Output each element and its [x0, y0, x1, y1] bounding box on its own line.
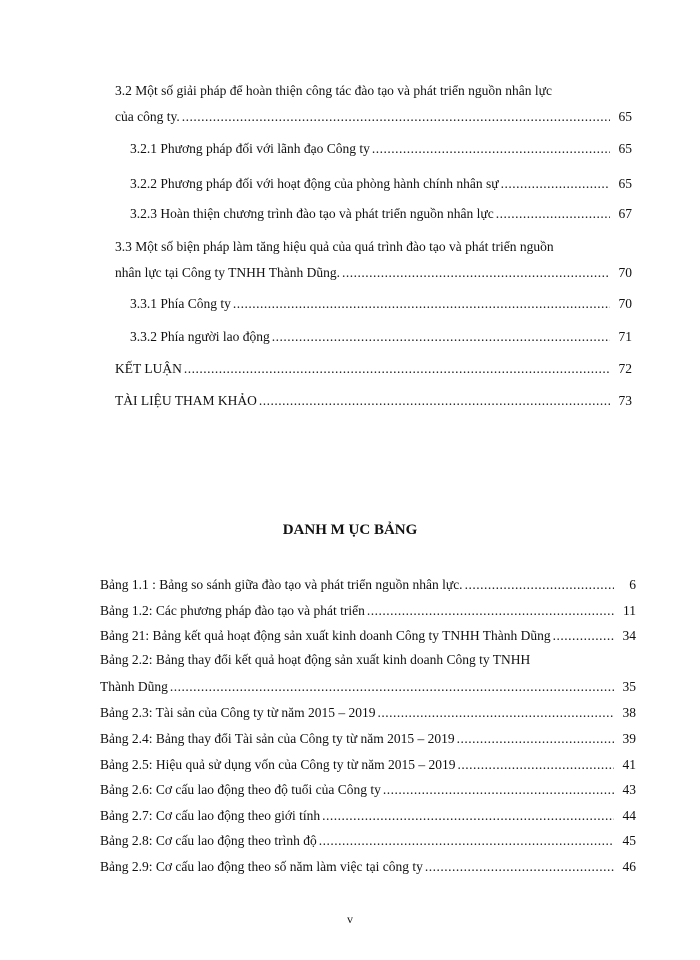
- table-list-entry-title: Bảng 2.4: Bảng thay đổi Tài sản của Công ty từ năm 2015 – 2019: [100, 731, 455, 746]
- toc-entry-title: 3.2.1 Phương pháp đối với lãnh đạo Công ty: [130, 141, 370, 156]
- table-list-entry[interactable]: [100, 730, 636, 748]
- table-list-entry-page: 41: [622, 757, 636, 772]
- entry-first-line: 3.3 Một số biện pháp làm tăng hiệu quả của quá trình đào tạo và phát triển nguồn: [115, 239, 554, 254]
- toc-entry[interactable]: [115, 264, 632, 282]
- dot-leader: [272, 328, 610, 346]
- table-list-entry-title: Bảng 2.5: Hiệu quả sử dụng vốn của Công ty từ năm 2015 – 2019: [100, 757, 456, 772]
- entry-first-line: 3.2 Một số giải pháp để hoàn thiện công tác đào tạo và phát triển nguồn nhân lực: [115, 83, 552, 98]
- table-list-entry[interactable]: [100, 807, 636, 825]
- table-list-entry-title: Bảng 1.1 : Bảng so sánh giữa đào tạo và phát triển nguồn nhân lực.: [100, 577, 463, 592]
- toc-entry-title: 3.2.3 Hoàn thiện chương trình đào tạo và phát triển nguồn nhân lực: [130, 206, 494, 221]
- dot-leader: [184, 360, 610, 378]
- toc-entry-title: 3.3.1 Phía Công ty: [130, 296, 231, 311]
- table-list-entry-title: Bảng 2.7: Cơ cấu lao động theo giới tính: [100, 808, 321, 823]
- toc-entry[interactable]: [130, 175, 632, 193]
- toc-entry-page: 70: [618, 265, 632, 280]
- table-list-entry-page: 35: [622, 679, 636, 694]
- dot-leader: [553, 627, 614, 645]
- table-list-entry-page: 45: [622, 833, 636, 848]
- dot-leader: [367, 602, 614, 620]
- table-list-entry[interactable]: [100, 704, 636, 722]
- table-list-entry-title: Bảng 2.9: Cơ cấu lao động theo số năm làm việc tại công ty: [100, 859, 423, 874]
- toc-entry-title: của công ty.: [115, 109, 180, 124]
- entry-first-line: Bảng 2.2: Bảng thay đổi kết quả hoạt động sản xuất kinh doanh Công ty TNHH: [100, 652, 531, 667]
- table-list-entry[interactable]: [100, 756, 636, 774]
- toc-entry[interactable]: [130, 328, 632, 346]
- table-list-entry-title: Bảng 2.3: Tài sản của Công ty từ năm 2015 – 2019: [100, 705, 376, 720]
- page-number-footer: v: [347, 912, 353, 926]
- dot-leader: [372, 140, 610, 158]
- dot-leader: [342, 264, 610, 282]
- dot-leader: [496, 205, 610, 223]
- table-list-entry-page: 44: [622, 808, 636, 823]
- toc-entry-page: 65: [618, 141, 632, 156]
- table-list-entry[interactable]: [100, 627, 636, 645]
- table-list-entry[interactable]: [100, 602, 636, 620]
- toc-entry[interactable]: [115, 108, 632, 126]
- toc-entry-title: 3.3.2 Phía người lao động: [130, 329, 270, 344]
- dot-leader: [501, 175, 610, 193]
- table-list-entry-title: Bảng 2.8: Cơ cấu lao động theo trình độ: [100, 833, 317, 848]
- table-list-entry[interactable]: [100, 858, 636, 876]
- toc-entry-page: 65: [618, 176, 632, 191]
- dot-leader: [259, 392, 610, 410]
- dot-leader: [425, 858, 614, 876]
- table-list-entry-title: Bảng 21: Bảng kết quả hoạt động sản xuất kinh doanh Công ty TNHH Thành Dũng: [100, 628, 551, 643]
- dot-leader: [182, 108, 610, 126]
- table-list-entry-title: Thành Dũng: [100, 679, 168, 694]
- table-list-entry-title: Bảng 2.6: Cơ cấu lao động theo độ tuổi của Công ty: [100, 782, 381, 797]
- table-list-entry-page: 46: [622, 859, 636, 874]
- table-list-entry-page: 11: [623, 603, 636, 618]
- dot-leader: [170, 678, 614, 696]
- dot-leader: [319, 832, 614, 850]
- table-list-entry-title: Bảng 1.2: Các phương pháp đào tạo và phát triển: [100, 603, 365, 618]
- dot-leader: [233, 295, 610, 313]
- table-list-entry[interactable]: [100, 781, 636, 799]
- dot-leader: [457, 756, 614, 774]
- toc-entry-page: 72: [618, 361, 632, 376]
- dot-leader: [465, 576, 614, 594]
- table-list-entry-page: 6: [629, 577, 636, 592]
- toc-entry-page: 71: [618, 329, 632, 344]
- toc-entry-page: 73: [618, 393, 632, 408]
- dot-leader: [322, 807, 614, 825]
- toc-entry-title: KẾT LUẬN: [115, 361, 182, 376]
- table-list-entry[interactable]: [100, 678, 636, 696]
- toc-entry[interactable]: [130, 295, 632, 313]
- table-list-entry-page: 39: [622, 731, 636, 746]
- toc-entry[interactable]: [115, 360, 632, 378]
- toc-entry-page: 65: [618, 109, 632, 124]
- table-list-entry-page: 38: [622, 705, 636, 720]
- toc-entry-title: TÀI LIỆU THAM KHẢO: [115, 393, 257, 408]
- toc-entry-title: nhân lực tại Công ty TNHH Thành Dũng.: [115, 265, 341, 280]
- dot-leader: [457, 730, 614, 748]
- table-list-entry[interactable]: [100, 832, 636, 850]
- toc-entry-title: 3.2.2 Phương pháp đối với hoạt động của phòng hành chính nhân sự: [130, 176, 499, 191]
- dot-leader: [378, 704, 614, 722]
- table-list-entry[interactable]: [100, 576, 636, 594]
- toc-entry[interactable]: [130, 140, 632, 158]
- toc-entry[interactable]: [115, 392, 632, 410]
- dot-leader: [383, 781, 614, 799]
- table-list-entry-page: 43: [622, 782, 636, 797]
- toc-entry-page: 67: [618, 206, 632, 221]
- toc-entry-page: 70: [618, 296, 632, 311]
- list-of-tables-heading: DANH M ỤC BẢNG: [282, 522, 418, 538]
- toc-entry[interactable]: [130, 205, 632, 223]
- table-list-entry-page: 34: [622, 628, 636, 643]
